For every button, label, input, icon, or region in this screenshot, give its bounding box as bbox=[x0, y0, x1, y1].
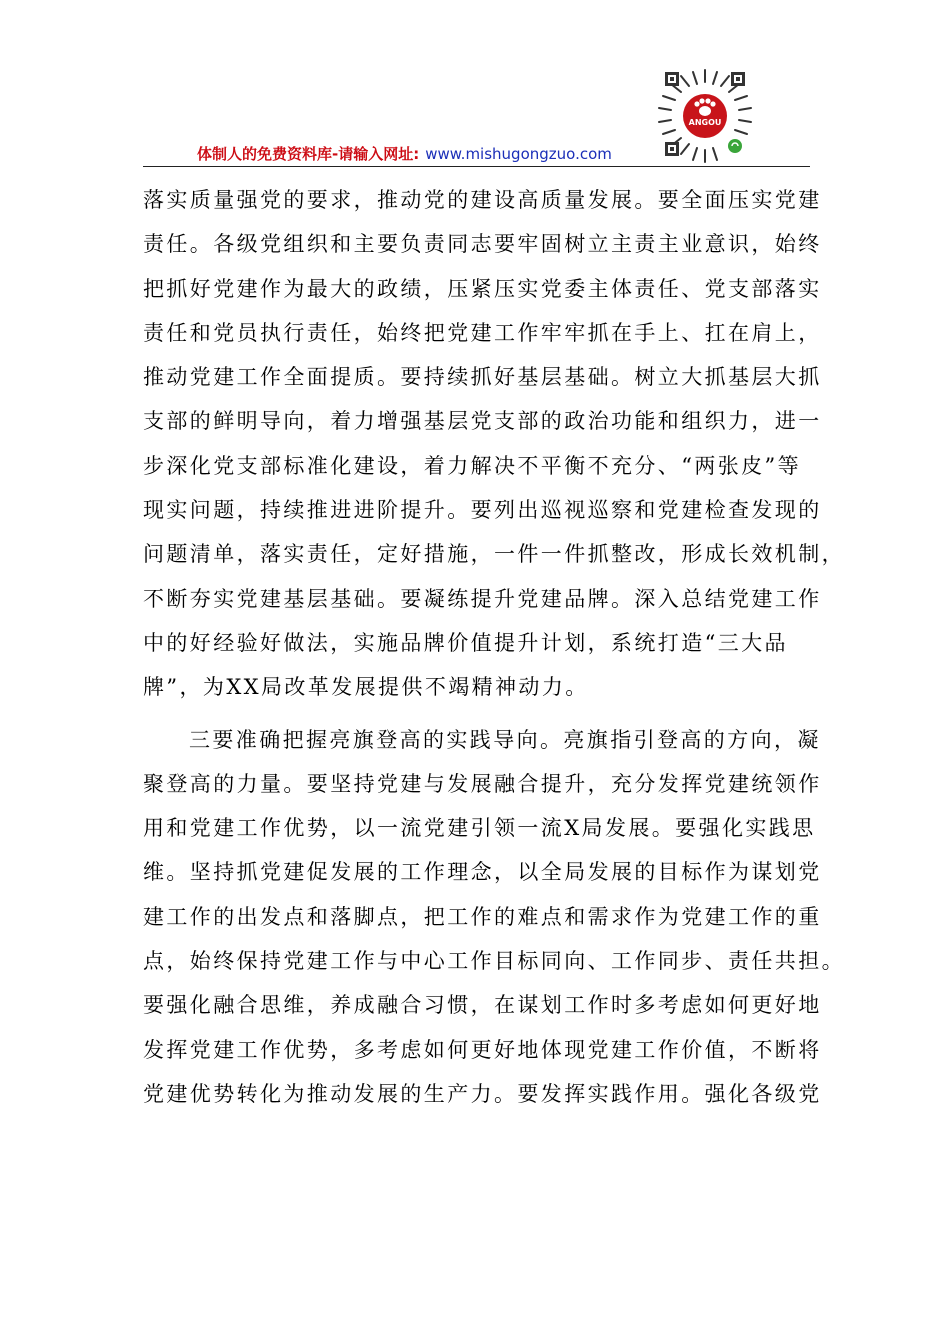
text-line: 责任和党员执行责任，始终把党建工作牢牢抓在手上、扛在肩上， bbox=[143, 320, 822, 345]
document-body bbox=[143, 178, 845, 1116]
text-line: 建工作的出发点和落脚点，把工作的难点和需求作为党建工作的重 bbox=[143, 904, 822, 929]
text-line: 点，始终保持党建工作与中心工作目标同向、工作同步、责任共担。 bbox=[143, 949, 845, 974]
text-line: 用和党建工作优势，以一流党建引领一流X局发展。要强化实践思 bbox=[143, 816, 816, 841]
text-line: 党建优势转化为推动发展的生产力。要发挥实践作用。强化各级党 bbox=[143, 1081, 822, 1106]
text-line: 步深化党支部标准化建设，着力解决不平衡不充分、“两张皮”等 bbox=[143, 453, 802, 478]
paragraph-1 bbox=[143, 178, 845, 710]
text-line: 要强化融合思维，养成融合习惯，在谋划工作时多考虑如何更好地 bbox=[143, 993, 822, 1018]
text-line: 推动党建工作全面提质。要持续抓好基层基础。树立大抓基层大抓 bbox=[143, 365, 822, 390]
text-line: 发挥党建工作优势，多考虑如何更好地体现党建工作价值，不断将 bbox=[143, 1037, 822, 1062]
text-line: 中的好经验好做法，实施品牌价值提升计划，系统打造“三大品 bbox=[143, 630, 788, 655]
header-divider bbox=[143, 166, 810, 167]
text-line: 现实问题，持续推进进阶提升。要列出巡视巡察和党建检查发现的 bbox=[143, 498, 822, 523]
qr-badge-text: ANGOU bbox=[688, 118, 722, 127]
text-line: 三要准确把握亮旗登高的实践导向。亮旗指引登高的方向，凝 bbox=[189, 727, 821, 752]
paragraph-2 bbox=[143, 718, 845, 1117]
qr-code-icon bbox=[655, 66, 755, 166]
text-line: 牌”，为XX局改革发展提供不竭精神动力。 bbox=[143, 675, 589, 700]
text-line: 支部的鲜明导向，着力增强基层党支部的政治功能和组织力，进一 bbox=[143, 409, 822, 434]
header-hint: -请输入网址: bbox=[332, 145, 420, 163]
text-line: 不断夯实党建基层基础。要凝练提升党建品牌。深入总结党建工作 bbox=[143, 586, 822, 611]
text-line: 落实质量强党的要求，推动党的建设高质量发展。要全面压实党建 bbox=[143, 188, 822, 212]
text-line: 把抓好党建作为最大的政绩，压紧压实党委主体责任、党支部落实 bbox=[143, 276, 822, 301]
header-banner bbox=[197, 145, 612, 163]
text-line: 聚登高的力量。要坚持党建与发展融合提升，充分发挥党建统领作 bbox=[143, 771, 822, 796]
header-url-link[interactable]: www.mishugongzuo.com bbox=[425, 145, 612, 163]
header-brand: 体制人的免费资料库 bbox=[197, 145, 333, 163]
text-line: 维。坚持抓党建促发展的工作理念，以全局发展的目标作为谋划党 bbox=[143, 860, 822, 885]
text-line: 责任。各级党组织和主要负责同志要牢固树立主责主业意识，始终 bbox=[143, 232, 822, 257]
text-line: 问题清单，落实责任，定好措施，一件一件抓整改，形成长效机制， bbox=[143, 542, 845, 567]
